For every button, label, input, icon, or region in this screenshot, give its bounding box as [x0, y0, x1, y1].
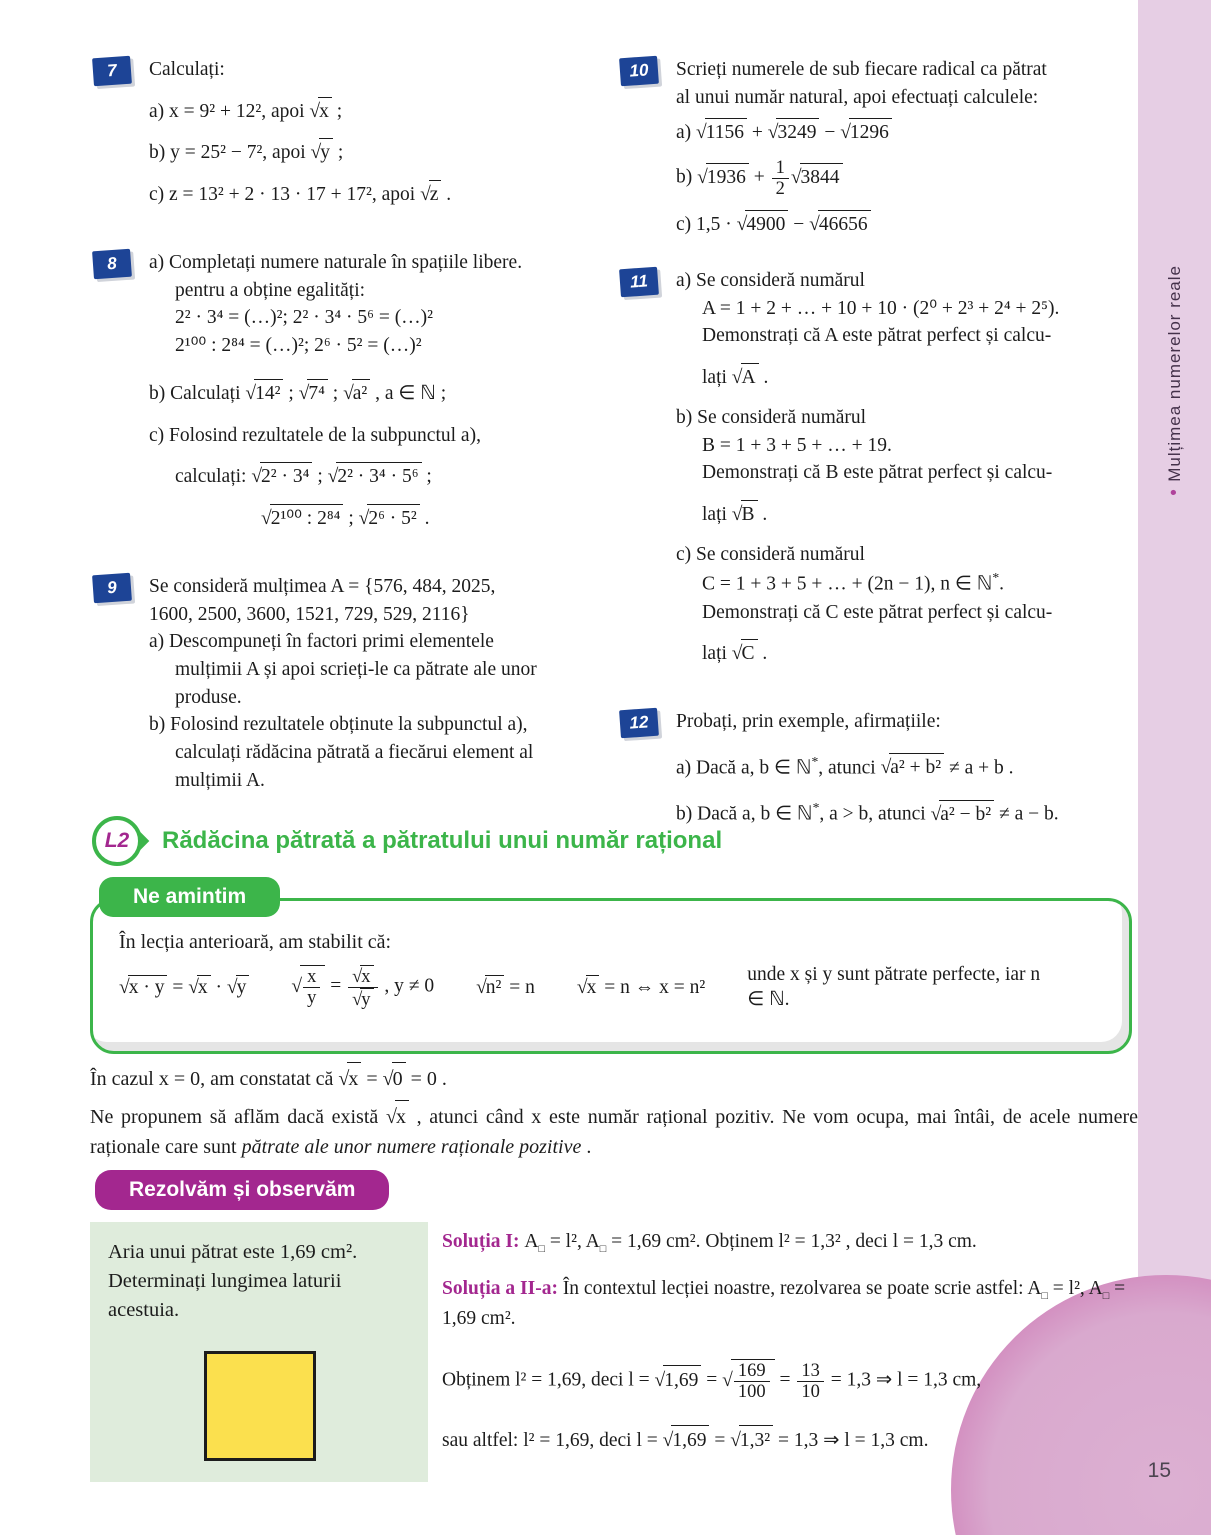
- exercise-12-item-b: b) Dacă a, b ∈ ℕ*, a > b, atunci √a² − b² ≠ a − b.: [676, 799, 1137, 827]
- exercise-10-item-a: a) √1156 + √3249 − √1296: [676, 118, 1137, 146]
- page-number: 15: [1147, 1459, 1171, 1482]
- formula-sqrt-equivalence: √x = n ⇔ x = n²: [576, 977, 706, 999]
- exercise-8-item-a: a) Completați numere naturale în spațiile libere.: [149, 251, 523, 273]
- sidebar-bullet-icon: •: [1163, 481, 1185, 496]
- remember-formulas: [93, 962, 1129, 1013]
- exercise-8-item-c: c) Folosind rezultatele de la subpunctul a),: [149, 424, 481, 446]
- exercise-10-intro-2: al unui număr natural, apoi efectuați calculele:: [676, 86, 1039, 108]
- exercise-8-equalities-2: 2¹⁰⁰ : 2⁸⁴ = (…)²; 2⁶ · 5² = (…)²: [175, 335, 422, 357]
- transition-paragraph: Ne propunem să aflăm dacă există √x , atunci când x este număr rațional pozitiv. Ne vom ocupa, mai întâi, de acele numere raționale care sunt pătrate ale unor numere raționale pozitive .: [90, 1100, 1138, 1162]
- solution-2-alt: sau altfel: l² = 1,69, deci l = √1,69 = √1,3² = 1,3 ⇒ l = 1,3 cm.: [442, 1425, 1142, 1455]
- formula-sqrt-square: √n² = n: [476, 977, 535, 999]
- exercise-11-badge: 11: [619, 267, 659, 298]
- exercise-9-item-b: b) Folosind rezultatele obținute la subpunctul a),: [149, 714, 528, 736]
- solution-1: Soluția I: $A_□ = l^2$, $A_□ = 1,69$ cm². Obținem l² = 1,3² , deci l = 1,3 cm.: [442, 1231, 977, 1255]
- exercise-7-item-c: c) z = 13² + 2 · 13 · 17 + 17², apoi √z .: [149, 180, 610, 208]
- exercise-8: 8 a) Completați numere naturale în spațiile libere. pentru a obține egalități: 2² · 3⁴ = (…)²; 2² · 3⁴ · 5⁶ = (…)² 2¹⁰⁰ : 2⁸⁴ = (…)²; 2⁶ · 5² = (…)² b) Calculați √14² ; √7⁴ ; √a² , a ∈ ℕ ; c) Folosind rezultatele de la subpunctul a), calculați: √2² · 3⁴ ; √2² · 3⁴ · 5⁶ ; √2¹⁰⁰ : 2⁸⁴ ; √2⁶ · 5² .: [93, 248, 610, 546]
- lesson-badge: L2: [92, 816, 142, 866]
- exercise-10: [620, 55, 1137, 240]
- problem-statement-1: Aria unui pătrat este 1,69 cm².: [108, 1241, 358, 1263]
- exercise-10-item-c: c) 1,5 · √4900 − √46656: [676, 210, 1137, 238]
- exercise-9-badge: 9: [92, 573, 132, 604]
- formula-note: unde x și y sunt pătrate perfecte, iar n ∈ ℕ.: [747, 964, 1041, 1011]
- sidebar-chapter-title: Mulțimea numerelor reale: [1164, 264, 1184, 482]
- exercise-12-intro: Probați, prin exemple, afirmațiile:: [676, 711, 941, 733]
- exercise-9: 9 Se consideră mulțimea A = {576, 484, 2025, 1600, 2500, 3600, 1521, 729, 529, 2116} a) Descompuneți în factori primi elementele mulțimii A și apoi scrieți-le ca pătrate ale unor produse. b) Folosind rezultatele obținute la subpunctul a), calculați rădăcina pătrată a fiecărui element al mulțimii A.: [93, 572, 610, 796]
- exercise-column-right: [620, 55, 1137, 855]
- exercise-11-item-a: a) Se consideră numărul: [676, 269, 865, 291]
- exercise-9-set-2: 1600, 2500, 3600, 1521, 729, 529, 2116}: [149, 603, 470, 625]
- exercise-9-set-1: Se consideră mulțimea A = {576, 484, 2025,: [149, 575, 496, 597]
- exercise-10-intro-1: Scrieți numerele de sub fiecare radical ca pătrat: [676, 59, 1047, 80]
- problem-box: [90, 1222, 428, 1482]
- transition-line-1: În cazul x = 0, am constatat că √x = √0 = 0 .: [90, 1062, 1138, 1094]
- exercise-7: [93, 55, 610, 222]
- solution-2-label: Soluția a II-a:: [442, 1278, 563, 1300]
- exercise-10-badge: 10: [619, 56, 659, 87]
- exercise-11: 11 a) Se consideră numărul A = 1 + 2 + … + 10 + 10 · (2⁰ + 2³ + 2⁴ + 2⁵). Demonstrați că A este pătrat perfect și calcu- lați √A . b) Se consideră numărul B = 1 + 3 + 5 + … + 19. Demonstrați că B este pătrat perfect și calcu- lați √B . c) Se consideră numărul C = 1 + 3 + 5 + … + (2n − 1), n ∈ ℕ*. Demonstrați că C este pătrat perfect și calcu- lați √C .: [620, 266, 1137, 681]
- exercise-7-item-b: b) y = 25² − 7², apoi √y ;: [149, 138, 610, 166]
- exercise-9-item-a: a) Descompuneți în factori primi elementele: [149, 631, 494, 653]
- remember-tab: Ne amintim: [99, 877, 280, 917]
- formula-sqrt-product: √x · y = √x · √y: [119, 975, 249, 999]
- exercise-column-left: [93, 55, 610, 822]
- exercise-10-item-b: b) √1936 + $\frac{1}{2}$ √3844: [676, 158, 1137, 198]
- solution-2: Soluția a II-a: În contextul lecției noastre, rezolvarea se poate scrie astfel: $A_□ = l^2$, $A_□ = 1,69$ cm².: [442, 1278, 1126, 1329]
- lesson-title: Rădăcina pătrată a pătratului unui număr rațional: [162, 827, 723, 854]
- square-figure: [204, 1351, 316, 1461]
- exercise-12-item-a: a) Dacă a, b ∈ ℕ*, atunci √a² + b² ≠ a + b .: [676, 753, 1137, 781]
- solutions: [442, 1228, 1142, 1455]
- exercise-7-badge: 7: [92, 56, 132, 87]
- exercise-8-item-b: b) Calculați √14² ; √7⁴ ; √a² , a ∈ ℕ ;: [149, 379, 610, 407]
- exercise-12-badge: 12: [619, 708, 659, 739]
- exercise-11-item-c: c) Se consideră numărul: [676, 543, 865, 565]
- solution-2-calc: Obținem l² = 1,69, deci l = √1,69 = √ $\frac{169}{100}$ = $\frac{13}{10}$ = 1,3 ⇒ l = 1,3 cm,: [442, 1360, 982, 1402]
- lesson-header: [92, 816, 722, 866]
- exercise-11-item-b: b) Se consideră numărul: [676, 406, 867, 428]
- formula-sqrt-quotient: √ $\frac{x}{y}$ = $\frac{√x}{√y}$ , y ≠ 0: [291, 966, 435, 1010]
- chapter-sidebar-label: [1138, 90, 1211, 670]
- solve-tab: Rezolvăm și observăm: [95, 1170, 389, 1210]
- exercise-8-equalities-1: 2² · 3⁴ = (…)²; 2² · 3⁴ · 5⁶ = (…)²: [175, 307, 434, 329]
- remember-box: [90, 885, 1132, 1054]
- exercise-12: [620, 707, 1137, 829]
- problem-statement-2: Determinați lungimea laturii: [108, 1270, 342, 1293]
- problem-statement-3: acestuia.: [108, 1299, 180, 1322]
- italic-emphasis: pătrate ale unor numere raționale pozitive: [241, 1136, 582, 1158]
- remember-intro: În lecția anterioară, am stabilit că:: [119, 931, 392, 953]
- exercise-8-badge: 8: [92, 249, 132, 280]
- solution-1-label: Soluția I:: [442, 1231, 525, 1252]
- exercise-7-intro: Calculați:: [149, 59, 225, 80]
- exercise-7-item-a: a) x = 9² + 12², apoi √x ;: [149, 97, 610, 125]
- transition-text: [90, 1062, 1138, 1162]
